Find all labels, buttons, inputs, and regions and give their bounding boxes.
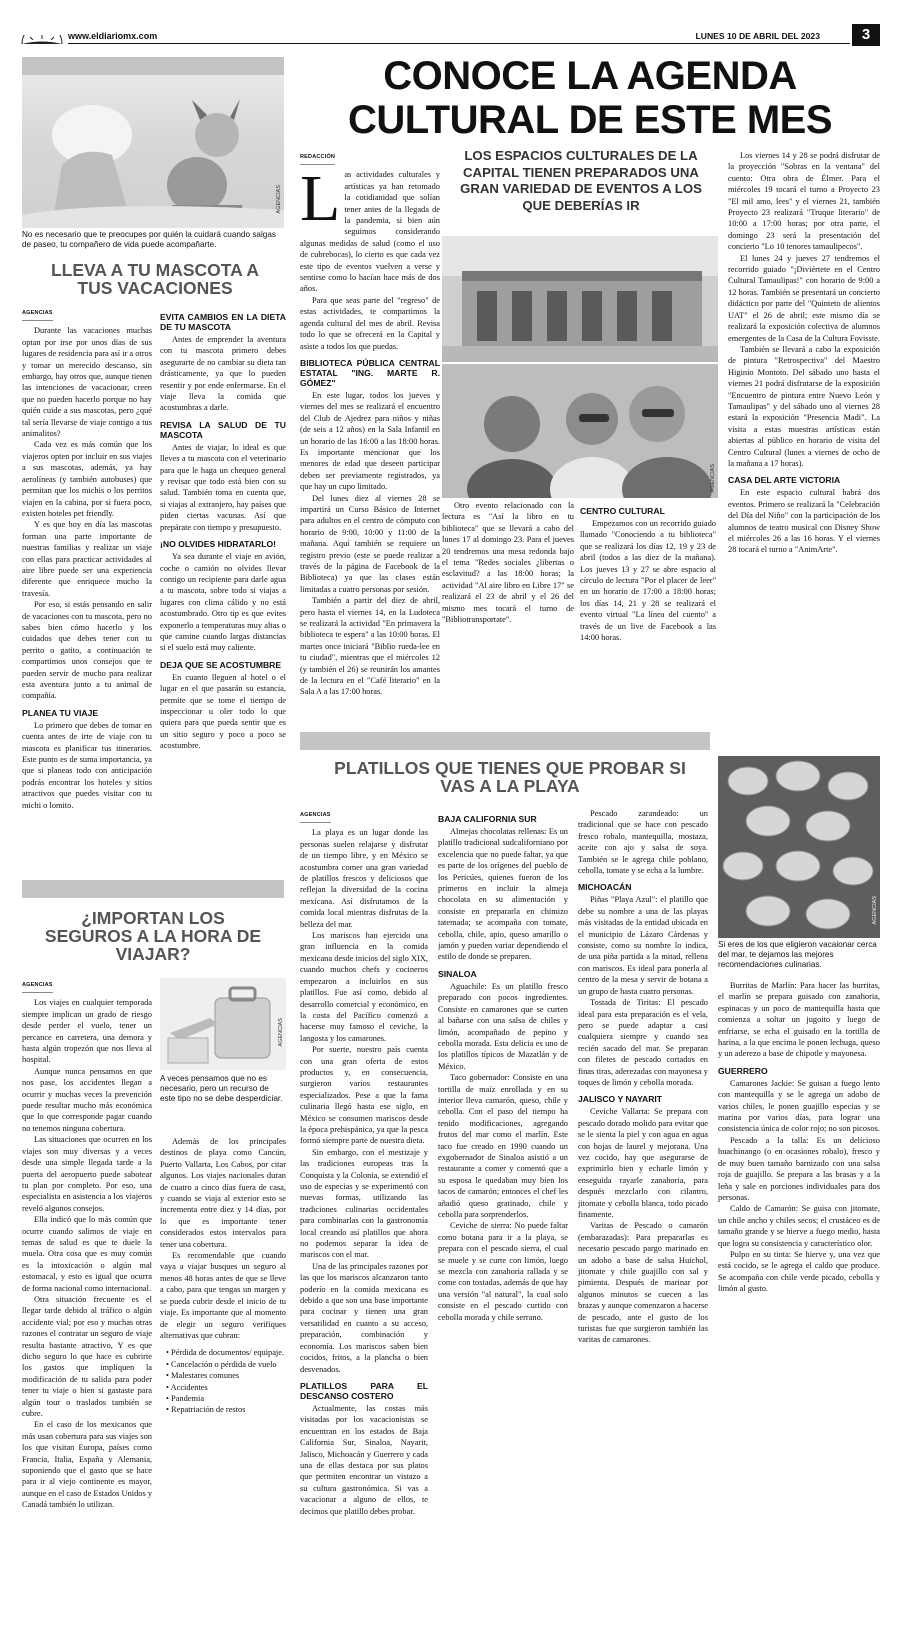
agenda-headline: CONOCE LA AGENDA CULTURAL DE ESTE MES <box>347 54 833 142</box>
food-col-3 <box>578 808 708 1608</box>
agenda-col-4 <box>728 150 880 722</box>
pet-paragraph: Lo primero que debes de tomar en cuenta antes de irte de viaje con tu mascota es planificar tus itinerarios. Este punto es de suma importancia, ya que si planeas todo con anticipación podrás encontrar los hoteles y sitios atractivos que puedes visitar con tu michi o lomito. <box>22 720 152 810</box>
food-paragraph: Actualmente, las costas más visitadas por los vacacionistas se encuentran en los estados de Baja California Sur, Sinaloa, Nayarit, Jalisco, Michoacán y Guerrero y cada una de ellas destaca por sus platos que permiten encontrar un vistazo a su cultura gastronómica. Si vas a vacacionar a alguno de ellos, te decimos que platillo debes probar. <box>300 1403 428 1516</box>
agenda-paragraph: También se llevará a cabo la exposición de pintura "Retrospectiva" del Maestro Higinio Montoto. Del sábado uno hasta el viernes 21 podrá disfrutarse de la exposición "Encuentro de pintura entre Nuevo León y Tamaulipas" y del sábado uno al viernes 28 estará la exposición "Presencia Madi". La visita a estas muestras artísticas están abiertas al público en horario de visita del Centro Cultural (lunes a viernes de ocho de la mañana a 17 horas). <box>728 344 880 468</box>
issue-date: LUNES 10 DE ABRIL DEL 2023 <box>695 31 820 41</box>
agenda-paragraph: En este espacio cultural habrá dos eventos. Primero se realizará la "Celebración del Día del Niño" con la participación de los alumnos de teatro musical con Disney Show el miércoles 26 a las 16 horas. Y el viernes 28 tocará el turno a "AnimArte". <box>728 488 880 555</box>
pet-paragraph: Ya sea durante el viaje en avión, coche o camión no olvides llevar contigo un recipiente para darle agua a tu mascota, sobre todo si viajas a lugares con clima cálido y no está acostumbrado. Otro tip es que evites exponerlo a temperaturas muy altas o que camine cuando largas distancias si el suelo está muy caliente. <box>160 552 286 653</box>
insurance-list-item: • Cancelación o pérdida de vuelo <box>166 1359 277 1369</box>
agenda-building-photo <box>442 236 718 362</box>
agenda-paragraph: El lunes 24 y jueves 27 tendremos el recorrido guiado "¡Diviértete en el Centro Cultural Tamaulipas!" con horario de 9:00 a 12 horas. También se presentará un concierto didáctico por parte del "Quinteto de alientos UAT" el 26 de abril; este mismo día se realizará la exposición colectiva de alumnos emergentes de la Casa de la Cultura Fovisste. <box>728 253 880 343</box>
insurance-byline: AGENCIAS <box>22 980 53 993</box>
insurance-paragraph: Los viajes en cualquier temporada siempre implican un grado de riesgo desde perder el vuelo, tener un percance en carretera, una demora y hasta algún tropezón que nos lleva al hospital. <box>22 998 152 1065</box>
insurance-paragraph: Otra situación frecuente es el llegar tarde debido al tráfico o algún accidente vial; por eso y muchas otras razones el contratar un seguro de viaje resulta bastante atractivo, Y es que dicho seguro lo que hace es cubrirte los gastos que impliquen la modificación de tu salida para poder tener tu viaje o bien si gastaste para algún tour o traslados también se cubre. <box>22 1294 152 1419</box>
pet-top-bar <box>22 57 284 75</box>
insurance-headline: ¿IMPORTAN LOS SEGUROS A LA HORA DE VIAJAR? <box>44 910 262 964</box>
agenda-paragraph: Empezamos con un recorrido guiado llamado "Conociendo a tu biblioteca" que se realizará los días 12, 19 y 23 de abril (todos a las diez de la mañana). Los jueves 13 y 27 se abre espacio al círculo de lectura "Por el placer de leer" en un horario de 17:00 a 18:00 horas; los días 14, 21 y 28 se realizará el evento virtual "La línea del cuento" a través de un live de Facebook a las 14:00 horas. <box>580 519 716 643</box>
pet-paragraph: Antes de viajar, lo ideal es que lleves a tu mascota con el veterinario para que le haga un chequeo general y revisar que todo está bien con su salud. También toma en cuenta que, si viajas al extranjero, hay países que piden ciertas vacunas. Así que prepárate con tiempo y presupuesto. <box>160 442 286 532</box>
pet-paragraph: Y es que hoy en día las mascotas forman una parte importante de nuestras familias y realizar un viaje con ellas para practicar actividades al aire libre puede ser una experiencia diferente que enriquece mucho la travesía. <box>22 520 152 598</box>
food-top-bar <box>300 732 710 750</box>
pet-subhead: PLANEA TU VIAJE <box>22 707 99 718</box>
agenda-paragraph: Otro evento relacionado con la lectura es "Así la libro en tu biblioteca" que se llevará a cabo del lunes 17 al domingo 23. Para el jueves 20 tendremos una mesa redonda bajo el tema "Redes sociales ¿libertas o esclavitud? a las 18:00 horas; la actividad "Al aire libro en Libre 17" se realizará el 23 de abril y el 26 del mismo mes tocará el turno de "Bibliotransportate". <box>442 501 574 625</box>
agenda-paragraph: as actividades culturales y artísticas ya han retomado la cotidianidad que solían tener antes de la llegada de la pandemia, si bien aún seguimos considerando algunas medidas de salud (como el uso de cubrebocas), lo cierto es que cada vez este tipo de eventos vuelven a verse y sentirse como lo hacían hace más de dos años. <box>300 170 440 294</box>
insurance-col-2 <box>160 1136 286 1608</box>
insurance-list-item: • Pérdida de documentos/ equipaje. <box>166 1348 285 1358</box>
food-headline: PLATILLOS QUE TIENES QUE PROBAR SI VAS A LA PLAYA <box>334 760 686 796</box>
food-paragraph: Una de las principales razones por las que los mariscos alcanzaron tanto poderío en la comida mexicana es debido a que son una base importante para cocinar y tienen una gran versatilidad en cuanto a su acceso, preparación, combinación y economía. Los mariscos saben bien cocidos, fritos, a la plancha o bien desvenados. <box>300 1261 428 1374</box>
food-paragraph: Piñas "Playa Azul": el platillo que debe su nombre a una de las playas más visitadas de la entidad ubicada en el municipio de Lázaro Cárdenas y consiste, como su nombre lo indica, de una piña partida a la mitad, rellena con mariscos. Es ideal para ponerla al centro de la mesa y servir de botana a un grupo de hasta cuatro personas. <box>578 895 708 996</box>
insurance-list-item: • Malestares comunes <box>166 1371 240 1381</box>
agenda-paragraph: Para que seas parte del "regreso" de estas actividades, te compartimos la agenda cultural del mes de abril. Revisa todo lo que se ofrecerá en la Capital y asiste a todos los que puedas. <box>300 295 440 351</box>
food-col-4 <box>718 980 880 1608</box>
page-header <box>20 24 880 46</box>
insurance-paragraph: Es recomendable que cuando vaya a viajar busques un seguro al menos 48 horas antes de que se lleve a cabo, para que tengas un margen y se pueda cubrir desde el inicio de tu viaje. Es importante que al momento de elegir un seguro verifiques alternativas que cubran: <box>160 1251 286 1340</box>
food-paragraph: Caldo de Camarón: Se guisa con jitomate, un chile ancho y chiles secos; el crustáceo es de tamaño grande y se hierve a fuego medio, hasta que logra su consistencia y característico olor. <box>718 1204 880 1248</box>
agenda-paragraph: También a partir del diez de abril, pero hasta el viernes 14, en la Ludoteca se realizará la actividad "En primavera la biblioteca te espera" a las 10:00 horas. El martes once iniciará "Biblio rueda-lee en tu ciudad", mientras que el miércoles 12 (y también el 26) se reunirán los amantes de la lectura en el "Café literario" en la Sala A a las 17:00 horas. <box>300 596 440 697</box>
food-subhead: JALISCO Y NAYARIT <box>578 1094 663 1105</box>
agenda-col-2 <box>442 500 574 722</box>
food-paragraph: Los mariscos han ejercido una gran influencia en la comida mexicana desde inicios del siglo XIX, cuando muchos chefs y cocineros empezaron a incluirlos en sus platillos. Fue así como, debido al desarrollo comercial y económico, en la costa del Pacífico comenzó a hacerse muy famoso el ceviche, la langosta y los camarones. <box>300 931 428 1043</box>
pet-subhead: EVITA CAMBIOS EN LA DIETA DE TU MASCOTA <box>160 312 286 332</box>
pet-headline: LLEVA A TU MASCOTA A TUS VACACIONES <box>50 262 260 298</box>
agenda-paragraph: En este lugar, todos los jueves y viernes del mes se realizará el encuentro del Club de Ajedrez para niños y niñas (de seis a 12 años) en la Sala Infantil en un horario de las 16:00 a las 18:00 horas. Es importante mencionar que los menores de edad que deseen participar deben ser previamente registrados, ya que hay un cupo limitado. <box>300 390 440 492</box>
insurance-paragraph: En el caso de los mexicanos que más usan cobertura para sus viajes son los que visitan Europa, países como Francia, Italia, España y Alemania, suponiendo que el gasto que se hace para ir al viejo continente es mayor, aunque en el caso de Estados Unidos y Canadá también lo utilizan. <box>22 1420 152 1510</box>
insurance-paragraph: Además de los principales destinos de playa como Cancún, Puerto Vallarta, Los Cabos, por citar algunos. Los viajes nacionales duran de cuatro a cinco días fuera de casa, y cuando se viaja al exterior esto se incrementa entre diez y 14 días, por lo que es importante tener considerados estos intervalos para tener una cobertura. <box>160 1137 286 1249</box>
pet-caption: No es necesario que te preocupes por quién la cuidará cuando salgas de paseo, tu compañero de vida puede acompañarte. <box>22 230 276 249</box>
agenda-paragraph: Del lunes diez al viernes 28 se impartirá un Curso Básico de Internet para adultos en el centro de cómputo con horario de 9:00, 10:00 y 11:00 de la mañana. Aquí también se requiere un registro previo (este se puede realizar a través de la página de Facebook de la Biblioteca) ya que las clases están limitadas a cuatro personas por sesión. <box>300 493 440 594</box>
food-paragraph: Tostada de Tiritas: El pescado ideal para esta preparación es el vela, pero se puede adaptar a casi cualquiera siempre y cuando sea recién sacado del mar. Se preparan con filetes de pescado cortados en finas tiras, aderezadas con mayonesa y toques de limón y cebolla morada. <box>578 998 708 1087</box>
food-col-2 <box>438 808 568 1608</box>
food-subhead: SINALOA <box>438 968 477 979</box>
agenda-col-3 <box>580 500 716 722</box>
pet-paragraph: Por eso, si estás pensando en salir de vacaciones con tu mascota, pero no sabes bien cómo hacerlo y los cuidados que debes tener con tu perrito o gatito, a continuación te compartimos unos consejos que te pueden servir de mucho para realizar esta aventura junto a tu animal de compañía. <box>22 600 152 701</box>
pet-byline: AGENCIAS <box>22 308 53 321</box>
food-subhead: GUERRERO <box>718 1065 768 1076</box>
pet-paragraph: Cada vez es más común que los viajeros opten por incluir en sus viajes a sus mascotas, además, ya hay aerolíneas (y también autobuses) que permitan que los michis o los perritos viajen en la cabina, por si fuera poco, existen hoteles pet friendly. <box>22 440 152 518</box>
food-col-1 <box>300 808 428 1608</box>
insurance-list-item: • Accidentes <box>166 1382 208 1392</box>
food-photo <box>718 756 880 938</box>
food-paragraph: Burritas de Marlín: Para hacer las burritas, el marlín se prepara guisado con zanahoria, espinacas y un poco de mantequilla hasta que comienza a soltar un jugoito y luego de enfriarse, se echa el guisado en la tortilla de harina, a la que encima le ponen lechuga, queso y un aderezo a base de chipotle y mayonesa. <box>718 981 880 1059</box>
food-paragraph: Pescado a la talla: Es un delicioso huachinango (o en ocasiones robalo), fresco y de muy buen tamaño barnizado con una salsa roja de guajillo. Se prepara a las brasas y a la leña y sale en porciones individuales para dos personas. <box>718 1135 880 1202</box>
insurance-caption: A veces pensamos que no es necesario, pero un recurso de este tipo no se debe desperdiciar. <box>160 1074 283 1103</box>
pet-paragraph: Antes de emprender la aventura con tu mascota primero debes asegurarte de no cambiar su dieta tan drásticamente, ya que lo pueden resentir y por ende enfermarse. En el viaje lleva la comida que acostumbras a darle. <box>160 335 286 413</box>
food-subhead: MICHOACÁN <box>578 882 632 893</box>
insurance-paragraph: Ella indicó que lo más común que ocurre cuando salimos de viaje en temas de salud es que te duele la muela. Otra cosa que es muy común es la intoxicación o algún mal estomacal, y esto es igual que ocurra de forma nacional como internacional. <box>22 1215 152 1293</box>
food-paragraph: Sin embargo, con el mestizaje y las tradiciones europeas tras la Conquista y la Colonia, se extendió el uso de especias y se experimentó con nuevas formas, utilizando las tradiciones culinarias occidentales para combinarlas con la gastronomía local creando así platillos que ahora no podemos separar la idea de mariscos con el mar. <box>300 1147 428 1260</box>
agenda-subhead: CASA DEL ARTE VICTORIA <box>728 475 841 486</box>
food-paragraph: Ceviche Vallarta: Se prepara con pescado dorado molido para evitar que se le sienta la piel y con agua en agua con hojas de laurel y mejorana. Una vez cocido, hay que asegurarse de exprimirlo bien y echarle limón y enseguida rayarle zanahoria, para después mezclarlo con cilantro, jitomate y cebolla blanca, todo picado finamente. <box>578 1107 708 1219</box>
insurance-photo <box>160 978 286 1070</box>
insurance-paragraph: Las situaciones que ocurren en los viajes son muy diversas y a veces desde una simple llegada tarde a la puerta del aeropuerto puede sabotear tu plan por completo. Por eso, una especialista en asistencia a los viajeros reveló algunos consejos. <box>22 1135 152 1213</box>
pet-photo <box>22 75 284 228</box>
insurance-top-bar <box>22 880 284 898</box>
pet-subhead: ¡NO OLVIDES HIDRATARLO! <box>160 539 277 550</box>
food-paragraph: Ceviche de sierra: No puede faltar como botana para ir a la playa, se prepara con el pescado sierra, el cual se muele y se curte con limón, luego se mezcla con zanahoria rallada y se come con tostadas, además de que hay una versión "al natural", la cual solo consiste en el pescado curtido con cebolla morada y chile serrano. <box>438 1221 568 1322</box>
food-paragraph: Camarones Jackie: Se guisan a fuego lento con mantequilla y se le agrega un adobo de varios chiles, le ponen guajillo especias y se marina por varios días, para lograr una consistencia única de color rojo; no son picosos. <box>718 1078 880 1134</box>
food-paragraph: La playa es un lugar donde las personas suelen relajarse y disfrutar de un tiempo libre, y en México se acostumbra comer una gran variedad de platillos frescos y deliciosos que reflejan la diversidad de la cocina mexicana. Así disfrutamos de la comida local mientras disfrutas de la belleza del mar. <box>300 828 428 929</box>
pet-paragraph: En cuanto lleguen al hotel o el lugar en el que pasarán su estancia, permite que se tome el tiempo de inspeccionar u oler todo lo que quiera para que pueda sentir que es un sitio seguro y poco a poco se acostumbre. <box>160 672 286 751</box>
insurance-list-item: • Pandemia <box>166 1393 205 1403</box>
food-subhead: BAJA CALIFORNIA SUR <box>438 814 537 824</box>
pet-subhead: DEJA QUE SE ACOSTUMBRE <box>160 659 282 670</box>
pet-paragraph: Durante las vacaciones muchas optan por irse por unos días de sus lugares de residencia para así ir a otros y tomar un merecido descanso, sin embargo, hay otros que, aunque tienen las intenciones de vacacionar, creen que no pueden hacerlo porque no hay quién cuide a sus mascotas, pero ¿qué tal sería llevarse de viaje contigo a tus animalitos? <box>22 326 152 439</box>
pet-col-1 <box>22 306 152 871</box>
pet-subhead: REVISA LA SALUD DE TU MASCOTA <box>160 419 286 440</box>
pet-col-2 <box>160 306 286 871</box>
food-paragraph: Varitas de Pescado o camarón (embarazadas): Para prepararlas es necesario pescado pargo marinado en un adobo a base de salsa Huichol, jitomate y chile guajillo con sal y pimienta. Después de marinar por algunos minutos se cuecen a las brazas y aunque comenzaron a hacerse de pescado, ante el gusto de los turistas fue que surgieron también las varitas de camarones. <box>578 1221 708 1345</box>
sun-logo-icon <box>20 32 64 40</box>
food-subhead: PLATILLOS PARA EL DESCANSO COSTERO <box>300 1380 428 1401</box>
food-paragraph: Aguachile: Es un platillo fresco preparado con pocos ingredientes. Consiste en camarones que se curten al bañarse con una salsa de chiles y limón, acompañado de pepino y cebolla morada. Esta delicia es uno de los platillos típicos de Mazatlán y de México. <box>438 981 568 1071</box>
site-url[interactable]: www.eldiariomx.com <box>68 31 158 41</box>
agenda-col-1 <box>300 150 440 720</box>
header-rule <box>68 43 850 44</box>
insurance-paragraph: Aunque nunca pensamos en que nos pase, los accidentes llegan a ocurrir y muchas veces la prevención puede resultar mucho más económica que lo que corresponde pagar cuando no tenemos ninguna cobertura. <box>22 1066 152 1133</box>
insurance-list-item: • Repatriación de restos <box>166 1405 246 1415</box>
food-caption: Si eres de los que eligieron vacaionar cerca del mar, te dejamos las mejores recomendaciones culinarias. <box>718 940 877 969</box>
food-photo-credit: AGENCIAS <box>872 896 878 925</box>
agenda-paragraph: Los viernes 14 y 28 se podrá disfrutar de la proyección "Sobras en la ventana" del cuento: Otra obra de Élmer. Para el miércoles 19 tocará el turno a Proyecto 23 "El mil amo, lees" y el viernes 21, también Proyecto 23 realizará "Truque literario" de 10:00 a 17:00 horas; por otra parte, el domingo 23 será la presentación del concierto "Lo 10 tenores tamaulipecos". <box>728 151 880 252</box>
agenda-photo-credit: AGENCIAS <box>710 464 716 493</box>
agenda-deck: LOS ESPACIOS CULTURALES DE LA CAPITAL TIENEN PREPARADOS UNA GRAN VARIEDAD DE EVENTOS A LOS QUE DEBERÍAS IR <box>460 148 702 213</box>
food-byline: AGENCIAS <box>300 810 331 823</box>
agenda-subhead: CENTRO CULTURAL <box>580 506 665 516</box>
insurance-col-1 <box>22 978 152 1608</box>
page-number: 3 <box>852 24 880 46</box>
food-paragraph: Almejas chocolatas rellenas: Es un platillo tradicional sudcaliforniano por excelencia que no puede faltar, ya que es parte de los orígenes del pueblo de los Pericúes, quienes fueron de los primeros en incluir la almeja chocolata en su alimentación y consiste en prepararla en chimizo tatemada; se acompaña con tomate, cebolla, chile, apio, queso amarillo o jamón y pueden variar dependiendo el estilo de donde se preparen. <box>438 827 568 962</box>
agenda-byline: REDACCIÓN <box>300 152 335 165</box>
insurance-photo-credit: AGENCIAS <box>278 1018 284 1047</box>
pet-photo-credit: AGENCIAS <box>276 185 282 214</box>
food-paragraph: Por suerte, nuestro país cuenta con una gran oferta de estos productos y, en consecuencia, surgieron varios restaurantes especializados. Pese a que la fama culinaria llegó hasta ese siglo, en México se consumen mariscos desde la época prehispánica, ya que la pesca formó siempre parte de nuestra dieta. <box>300 1045 428 1146</box>
food-paragraph: Pulpo en su tinta: Se hierve y, una vez que está cocido, se le agrega el caldo que produce. Se acompaña con chile verde picado, cebolla y limón al gusto. <box>718 1249 880 1294</box>
food-paragraph: Taco gobernador: Consiste en una tortilla de maíz enrollada y en su interior lleva camarón, queso, chile y cebolla. Con el paso del tiempo ha tenido modificaciones, agregando frutos del mar como el marlín. Este taco fue creado en 1990 cuando un exgobernador de Sinaloa asistió a un restaurante a comer y comentó que a su esposa le quedaban muy bien los tacos de camarón; entonces el chef les añadió queso gratinado, chile y cebolla para sorprenderlos. <box>438 1073 568 1219</box>
agenda-friends-photo <box>442 364 718 498</box>
agenda-subhead: BIBLIOTECA PÚBLICA CENTRAL ESTATAL "ING. MARTE R. GÓMEZ" <box>300 357 440 388</box>
agenda-dropcap: L <box>300 162 341 236</box>
food-paragraph: Pescado zarandeado: un tradicional que se hace con pescado fresco robalo, mantequilla, mostaza, aceite con ajo y salsa de soya. También se le agrega chile poblano, cebolla, tomate y se echa a la lumbre. <box>578 809 708 876</box>
